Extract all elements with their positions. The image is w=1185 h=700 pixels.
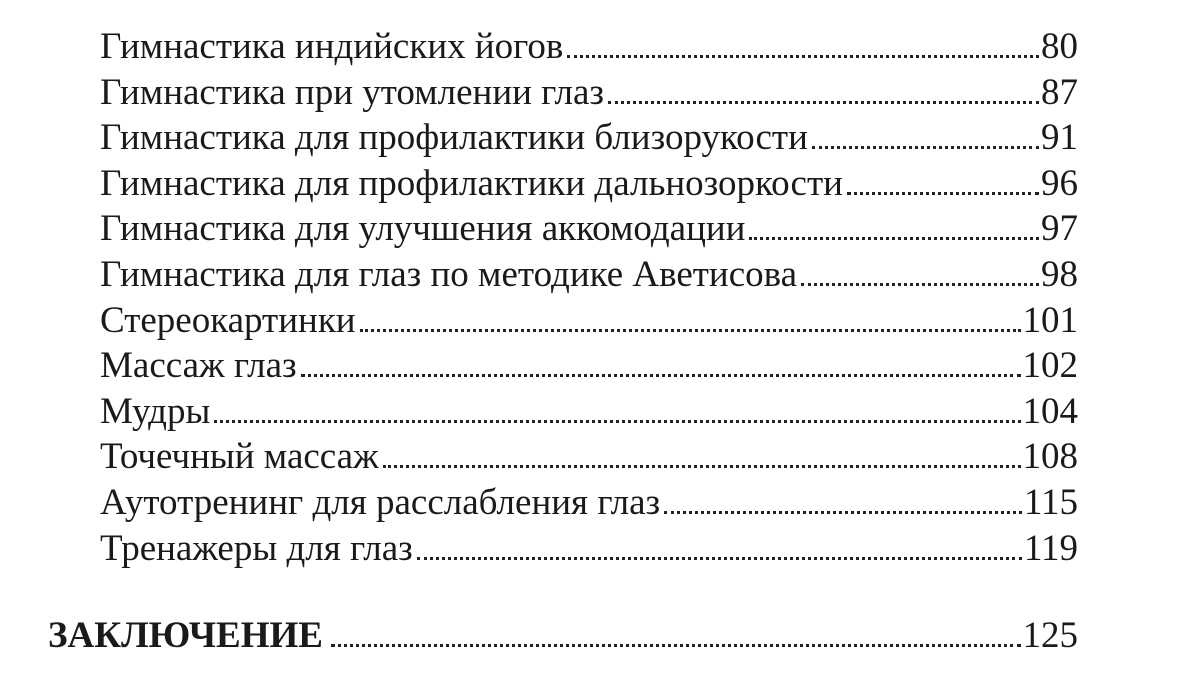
toc-entry-page: 108 bbox=[1022, 436, 1078, 478]
toc-entry-page: 96 bbox=[1041, 162, 1078, 204]
toc-conclusion-entry bbox=[48, 612, 1078, 660]
toc-entry-page: 87 bbox=[1041, 71, 1078, 113]
toc-entry-title: Гимнастика для профилактики близорукости bbox=[100, 117, 808, 159]
dot-leader bbox=[383, 465, 1021, 468]
toc-entry-page: 98 bbox=[1041, 253, 1078, 295]
toc-entry-title: Мудры bbox=[100, 390, 211, 432]
toc-entry bbox=[100, 206, 1078, 252]
toc-entry bbox=[100, 70, 1078, 116]
dot-leader bbox=[608, 101, 1039, 104]
toc-entry-page: 119 bbox=[1023, 527, 1078, 569]
toc-entry bbox=[100, 480, 1078, 526]
conclusion-page: 125 bbox=[1022, 615, 1078, 656]
toc-entry bbox=[100, 161, 1078, 207]
dot-leader bbox=[749, 237, 1039, 240]
toc-entry bbox=[100, 252, 1078, 298]
dot-leader bbox=[214, 420, 1020, 423]
toc-entry-page: 80 bbox=[1041, 26, 1078, 67]
toc-entry bbox=[100, 343, 1078, 389]
toc-entry-page: 101 bbox=[1022, 299, 1078, 341]
toc-entry-title: Гимнастика для глаз по методике Аветисова bbox=[100, 253, 798, 295]
toc-entry-page: 91 bbox=[1041, 117, 1078, 159]
toc-entry-page: 104 bbox=[1022, 390, 1078, 432]
dot-leader bbox=[567, 55, 1039, 58]
toc-entry-page: 97 bbox=[1041, 208, 1078, 250]
toc-entry bbox=[100, 389, 1078, 435]
toc-entry-page: 102 bbox=[1022, 345, 1078, 387]
table-of-contents bbox=[100, 24, 1078, 571]
dot-leader bbox=[664, 511, 1022, 514]
toc-entry-title: Гимнастика индийских йогов bbox=[100, 26, 564, 67]
toc-entry-title: Аутотренинг для расслабления глаз bbox=[100, 481, 661, 523]
toc-entry-title: Гимнастика при утомлении глаз bbox=[100, 71, 604, 113]
toc-entry-title: Стереокартинки bbox=[100, 299, 356, 341]
toc-entry bbox=[100, 24, 1078, 70]
toc-entry-title: Массаж глаз bbox=[100, 345, 297, 387]
dot-leader bbox=[417, 557, 1022, 560]
toc-entry-page: 115 bbox=[1023, 481, 1078, 523]
toc-entry-title: Точечный массаж bbox=[100, 436, 379, 478]
toc-entry-title: Тренажеры для глаз bbox=[100, 527, 413, 569]
toc-entry-title: Гимнастика для профилактики дальнозоркости bbox=[100, 162, 843, 204]
toc-entry bbox=[100, 115, 1078, 161]
toc-entry bbox=[100, 434, 1078, 480]
toc-entry-title: Гимнастика для улучшения аккомодации bbox=[100, 208, 746, 250]
conclusion-title: ЗАКЛЮЧЕНИЕ bbox=[48, 615, 323, 656]
dot-leader bbox=[801, 283, 1039, 286]
toc-entry bbox=[100, 526, 1078, 572]
toc-entry bbox=[100, 298, 1078, 344]
dot-leader bbox=[331, 644, 1021, 647]
dot-leader bbox=[812, 146, 1039, 149]
dot-leader bbox=[360, 329, 1021, 332]
dot-leader bbox=[301, 374, 1021, 377]
dot-leader bbox=[847, 192, 1039, 195]
